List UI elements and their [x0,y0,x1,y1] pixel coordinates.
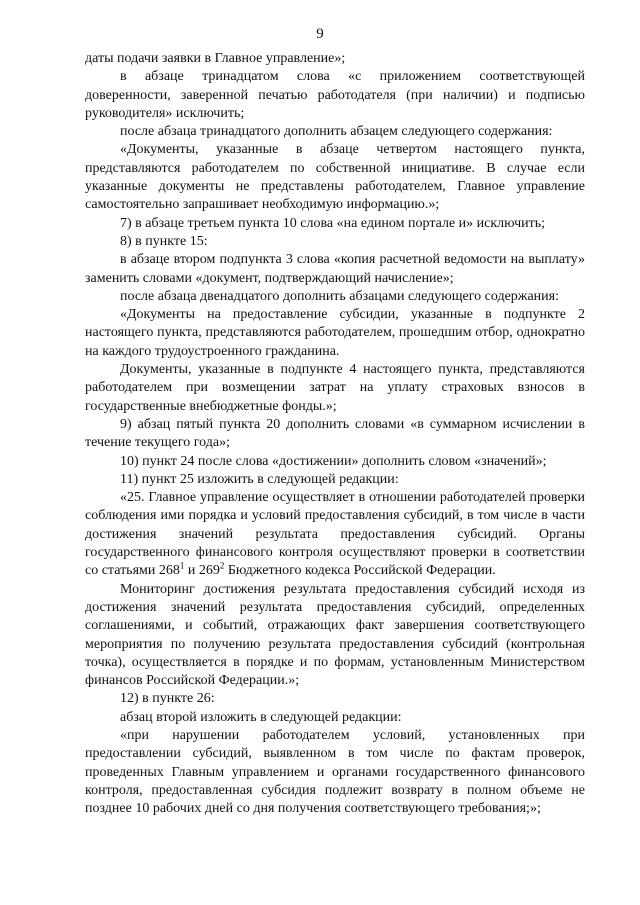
paragraph: 7) в абзаце третьем пункта 10 слова «на едином портале и» исключить; [120,215,545,231]
paragraph-25-text: Бюджетного кодекса Российской Федерации. [224,563,496,579]
paragraph-25-text: и 269 [184,563,220,579]
superscript: 2 [219,560,225,571]
paragraph-25 [85,489,585,580]
paragraph: в абзаце втором подпункта 3 слова «копия расчетной ведомости на выплату» заменить словами «документ, подтверждающий начисление»; [85,252,585,286]
paragraph: 11) пункт 25 изложить в следующей редакции: [120,471,399,487]
page-number: 9 [316,26,324,42]
paragraph: в абзаце тринадцатом слова «с приложением соответствующей доверенности, заверенной печатью работодателя (при наличии) и подписью руководителя» исключить; [85,69,585,121]
paragraph: после абзаца тринадцатого дополнить абзацем следующего содержания: [120,124,553,140]
paragraph: 10) пункт 24 после слова «достижении» дополнить словом «значений»; [120,453,547,469]
paragraph: «Документы, указанные в абзаце четвертом настоящего пункта, представляются работодателем по собственной инициативе. В случае если указанные документы не представлены работодателем, Главное управление самостоятельно запрашивает необходимую информацию.»; [85,142,585,213]
document-body [85,50,585,818]
paragraph-25-text: «25. Главное управление осуществляет в отношении работодателей проверки соблюдения ими порядка и условий предоставления субсидий, в том числе в части достижения значений результата предоставления субсидий. Органы государственного финансового контроля осуществляют проверки в соответствии со статьями 268 [85,490,585,579]
superscript: 1 [179,560,185,571]
paragraph: Мониторинг достижения результата предоставления субсидий исходя из достижения значений результата предоставления субсидий, определенных соглашениями, и событий, отражающих факт завершения соответствующего мероприятия по получению результата предоставления субсидий (контрольная точка), осуществляется в порядке и по формам, установленным Министерством финансов Российской Федерации.»; [85,581,585,689]
paragraph: абзац второй изложить в следующей редакции: [120,709,402,725]
paragraph: 9) абзац пятый пункта 20 дополнить словами «в суммарном исчислении в течение текущего года»; [85,416,585,451]
paragraph: «Документы на предоставление субсидии, указанные в подпункте 2 настоящего пункта, представляются работодателем, прошедшим отбор, однократно на каждого трудоустроенного гражданина. [85,307,585,359]
paragraph: после абзаца двенадцатого дополнить абзацами следующего содержания: [120,288,559,304]
paragraph: 12) в пункте 26: [120,691,215,707]
paragraph: 8) в пункте 15: [120,233,208,249]
paragraph: даты подачи заявки в Главное управление»; [85,51,346,66]
paragraph: Документы, указанные в подпункте 4 настоящего пункта, представляются работодателем при возмещении затрат на уплату страховых взносов в государственные внебюджетные фонды.»; [85,362,585,414]
paragraph: «при нарушении работодателем условий, установленных при предоставлении субсидий, выявленном в том числе по фактам проверок, проведенных Главным управлением и органами государственного финансового контроля, предоставленная субсидия подлежит возврату в полном объеме не позднее 10 рабочих дней со дня получения соответствующего требования;»; [85,727,585,817]
